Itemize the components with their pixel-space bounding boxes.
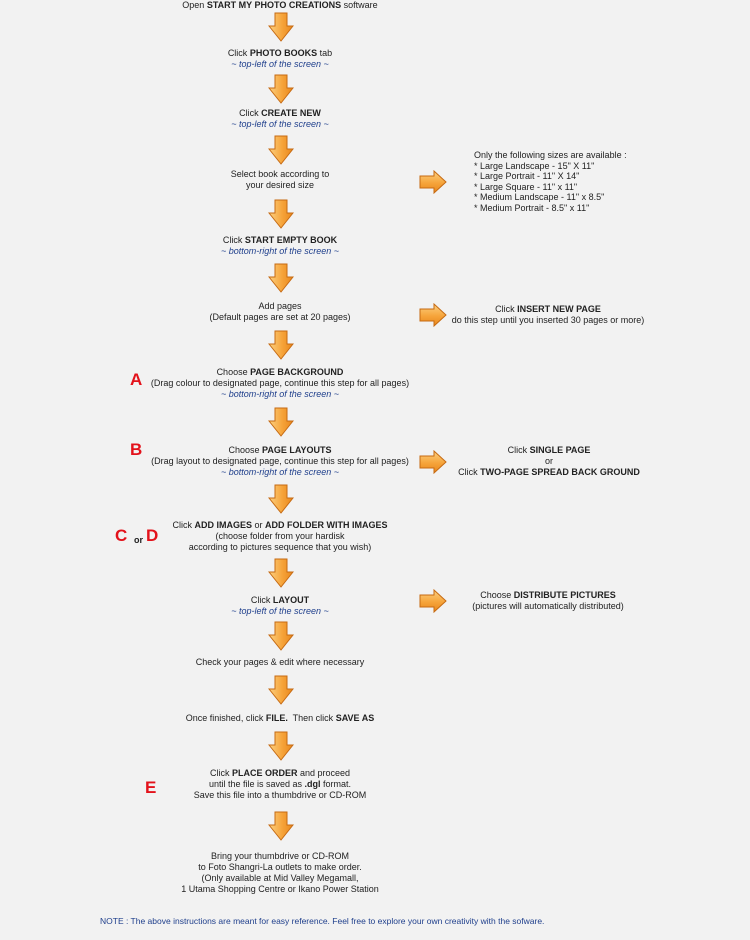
arrow-down-icon	[268, 675, 294, 705]
step-select-book	[130, 169, 430, 191]
step-3-bold: CREATE NEW	[261, 108, 321, 118]
step-7-line2: (Drag colour to designated page, continue this step for all pages)	[150, 378, 410, 388]
step-13-line2pre: until the file is saved as	[208, 779, 305, 789]
step-photo-books	[130, 48, 430, 70]
single-bold2: TWO-PAGE SPREAD BACK GROUND	[480, 467, 640, 477]
side-single-page	[449, 445, 649, 478]
arrow-down-icon	[268, 811, 294, 841]
step-10-pre: Click	[250, 595, 273, 605]
arrow-down-icon	[268, 484, 294, 514]
distribute-pre: Choose	[480, 590, 514, 600]
insert-line2: do this step until you inserted 30 pages or more)	[451, 315, 645, 325]
step-5-pre: Click	[222, 235, 245, 245]
insert-pre: Click	[495, 304, 518, 314]
arrow-down-icon	[268, 621, 294, 651]
step-start-empty-book	[130, 235, 430, 257]
step-12-pre: Once finished, click	[185, 713, 266, 723]
step-13-bold: PLACE ORDER	[231, 768, 298, 778]
step-5-hint: ~ bottom-right of the screen ~	[220, 246, 340, 256]
step-13-line3: Save this file into a thumbdrive or CD-ROM	[193, 790, 367, 800]
step-12-bold2: SAVE AS	[335, 713, 375, 723]
step-page-layouts	[130, 445, 430, 478]
label-e: E	[145, 778, 157, 797]
arrow-down-icon	[268, 74, 294, 104]
arrow-down-icon	[268, 263, 294, 293]
step-12-bold: FILE.	[265, 713, 288, 723]
step-14-line1: Bring your thumbdrive or CD-ROM	[210, 851, 350, 861]
step-10-bold: LAYOUT	[272, 595, 310, 605]
single-pre: Click	[507, 445, 530, 455]
step-create-new	[130, 108, 430, 130]
step-12-mid: Then click	[287, 713, 336, 723]
size-item: * Large Landscape - 15" X 11"	[474, 160, 595, 171]
step-14-line2: to Foto Shangri-La outlets to make order.	[198, 862, 362, 872]
step-1-post: software	[341, 0, 378, 10]
footer-note: NOTE : The above instructions are meant for easy reference. Feel free to explore your own creativity with the sofware.	[100, 916, 545, 926]
step-9-line2: (choose folder from your hardisk	[215, 531, 345, 541]
step-9-mid: or	[252, 520, 266, 530]
step-open-software	[130, 0, 430, 11]
size-item: * Large Square - 11" x 11"	[474, 181, 578, 192]
step-bring-thumbdrive	[130, 851, 430, 895]
single-pre2: Click	[458, 467, 481, 477]
label-d: D	[146, 526, 159, 545]
size-item: * Medium Landscape - 11" x 8.5"	[474, 192, 605, 202]
step-13-line2bold: .dgl	[304, 779, 321, 789]
step-layout	[130, 595, 430, 617]
step-6-line2: (Default pages are set at 20 pages)	[209, 312, 351, 322]
step-11-line1: Check your pages & edit where necessary	[195, 657, 365, 667]
side-distribute-pictures	[448, 590, 648, 612]
step-9-bold2: ADD FOLDER WITH IMAGES	[265, 520, 388, 530]
step-13-post: and proceed	[297, 768, 351, 778]
side-insert-new-page	[448, 304, 648, 326]
step-7-bold: PAGE BACKGROUND	[250, 367, 344, 377]
step-4-line2: your desired size	[245, 180, 315, 190]
arrow-down-icon	[268, 731, 294, 761]
step-1-bold: START MY PHOTO CREATIONS	[206, 0, 342, 10]
distribute-line2: (pictures will automatically distributed)	[472, 601, 624, 611]
arrow-down-icon	[268, 330, 294, 360]
label-c: C	[115, 526, 128, 545]
size-item: * Large Portrait - 11" X 14"	[474, 171, 580, 181]
label-or: or	[134, 535, 143, 545]
size-item: * Medium Portrait - 8.5" x 11"	[474, 202, 590, 213]
arrow-down-icon	[268, 135, 294, 165]
arrow-down-icon	[268, 407, 294, 437]
step-8-line2: (Drag layout to designated page, continue this step for all pages)	[151, 456, 409, 466]
arrow-right-icon	[419, 303, 447, 327]
step-8-hint: ~ bottom-right of the screen ~	[220, 467, 340, 477]
step-10-hint: ~ top-left of the screen ~	[231, 606, 329, 616]
step-add-pages	[130, 301, 430, 323]
step-4-line1: Select book according to	[230, 169, 330, 179]
step-save-as	[130, 713, 430, 724]
arrow-right-icon	[419, 589, 447, 613]
step-13-pre: Click	[209, 768, 232, 778]
step-2-pre: Click	[227, 48, 250, 58]
step-9-bold: ADD IMAGES	[194, 520, 252, 530]
step-check-pages	[130, 657, 430, 668]
step-9-pre: Click	[172, 520, 195, 530]
distribute-bold: DISTRIBUTE PICTURES	[513, 590, 616, 600]
label-a: A	[130, 370, 143, 389]
step-add-images	[130, 520, 430, 553]
step-8-pre: Choose	[228, 445, 262, 455]
step-2-bold: PHOTO BOOKS	[249, 48, 318, 58]
step-page-background	[130, 367, 430, 400]
single-bold: SINGLE PAGE	[529, 445, 591, 455]
step-8-bold: PAGE LAYOUTS	[262, 445, 332, 455]
arrow-down-icon	[268, 558, 294, 588]
arrow-right-icon	[419, 170, 447, 194]
step-7-hint: ~ bottom-right of the screen ~	[220, 389, 340, 399]
step-3-pre: Click	[239, 108, 262, 118]
step-14-line3: (Only available at Mid Valley Megamall,	[201, 873, 359, 883]
step-2-hint: ~ top-left of the screen ~	[231, 59, 329, 69]
step-1-pre: Open	[182, 0, 207, 10]
step-3-hint: ~ top-left of the screen ~	[231, 119, 329, 129]
step-9-line3: according to pictures sequence that you wish)	[188, 542, 372, 552]
step-7-pre: Choose	[216, 367, 251, 377]
sizes-list	[474, 150, 627, 213]
label-b: B	[130, 440, 143, 459]
step-14-line4: 1 Utama Shopping Centre or Ikano Power Station	[181, 884, 379, 894]
arrow-right-icon	[419, 450, 447, 474]
step-5-bold: START EMPTY BOOK	[244, 235, 338, 245]
step-13-line2post: format.	[320, 779, 352, 789]
insert-bold: INSERT NEW PAGE	[517, 304, 601, 314]
single-or: or	[544, 456, 553, 466]
step-place-order	[130, 768, 430, 801]
sizes-title: Only the following sizes are available :	[474, 150, 627, 160]
arrow-down-icon	[268, 12, 294, 42]
step-2-post: tab	[317, 48, 333, 58]
arrow-down-icon	[268, 199, 294, 229]
step-6-line1: Add pages	[258, 301, 302, 311]
